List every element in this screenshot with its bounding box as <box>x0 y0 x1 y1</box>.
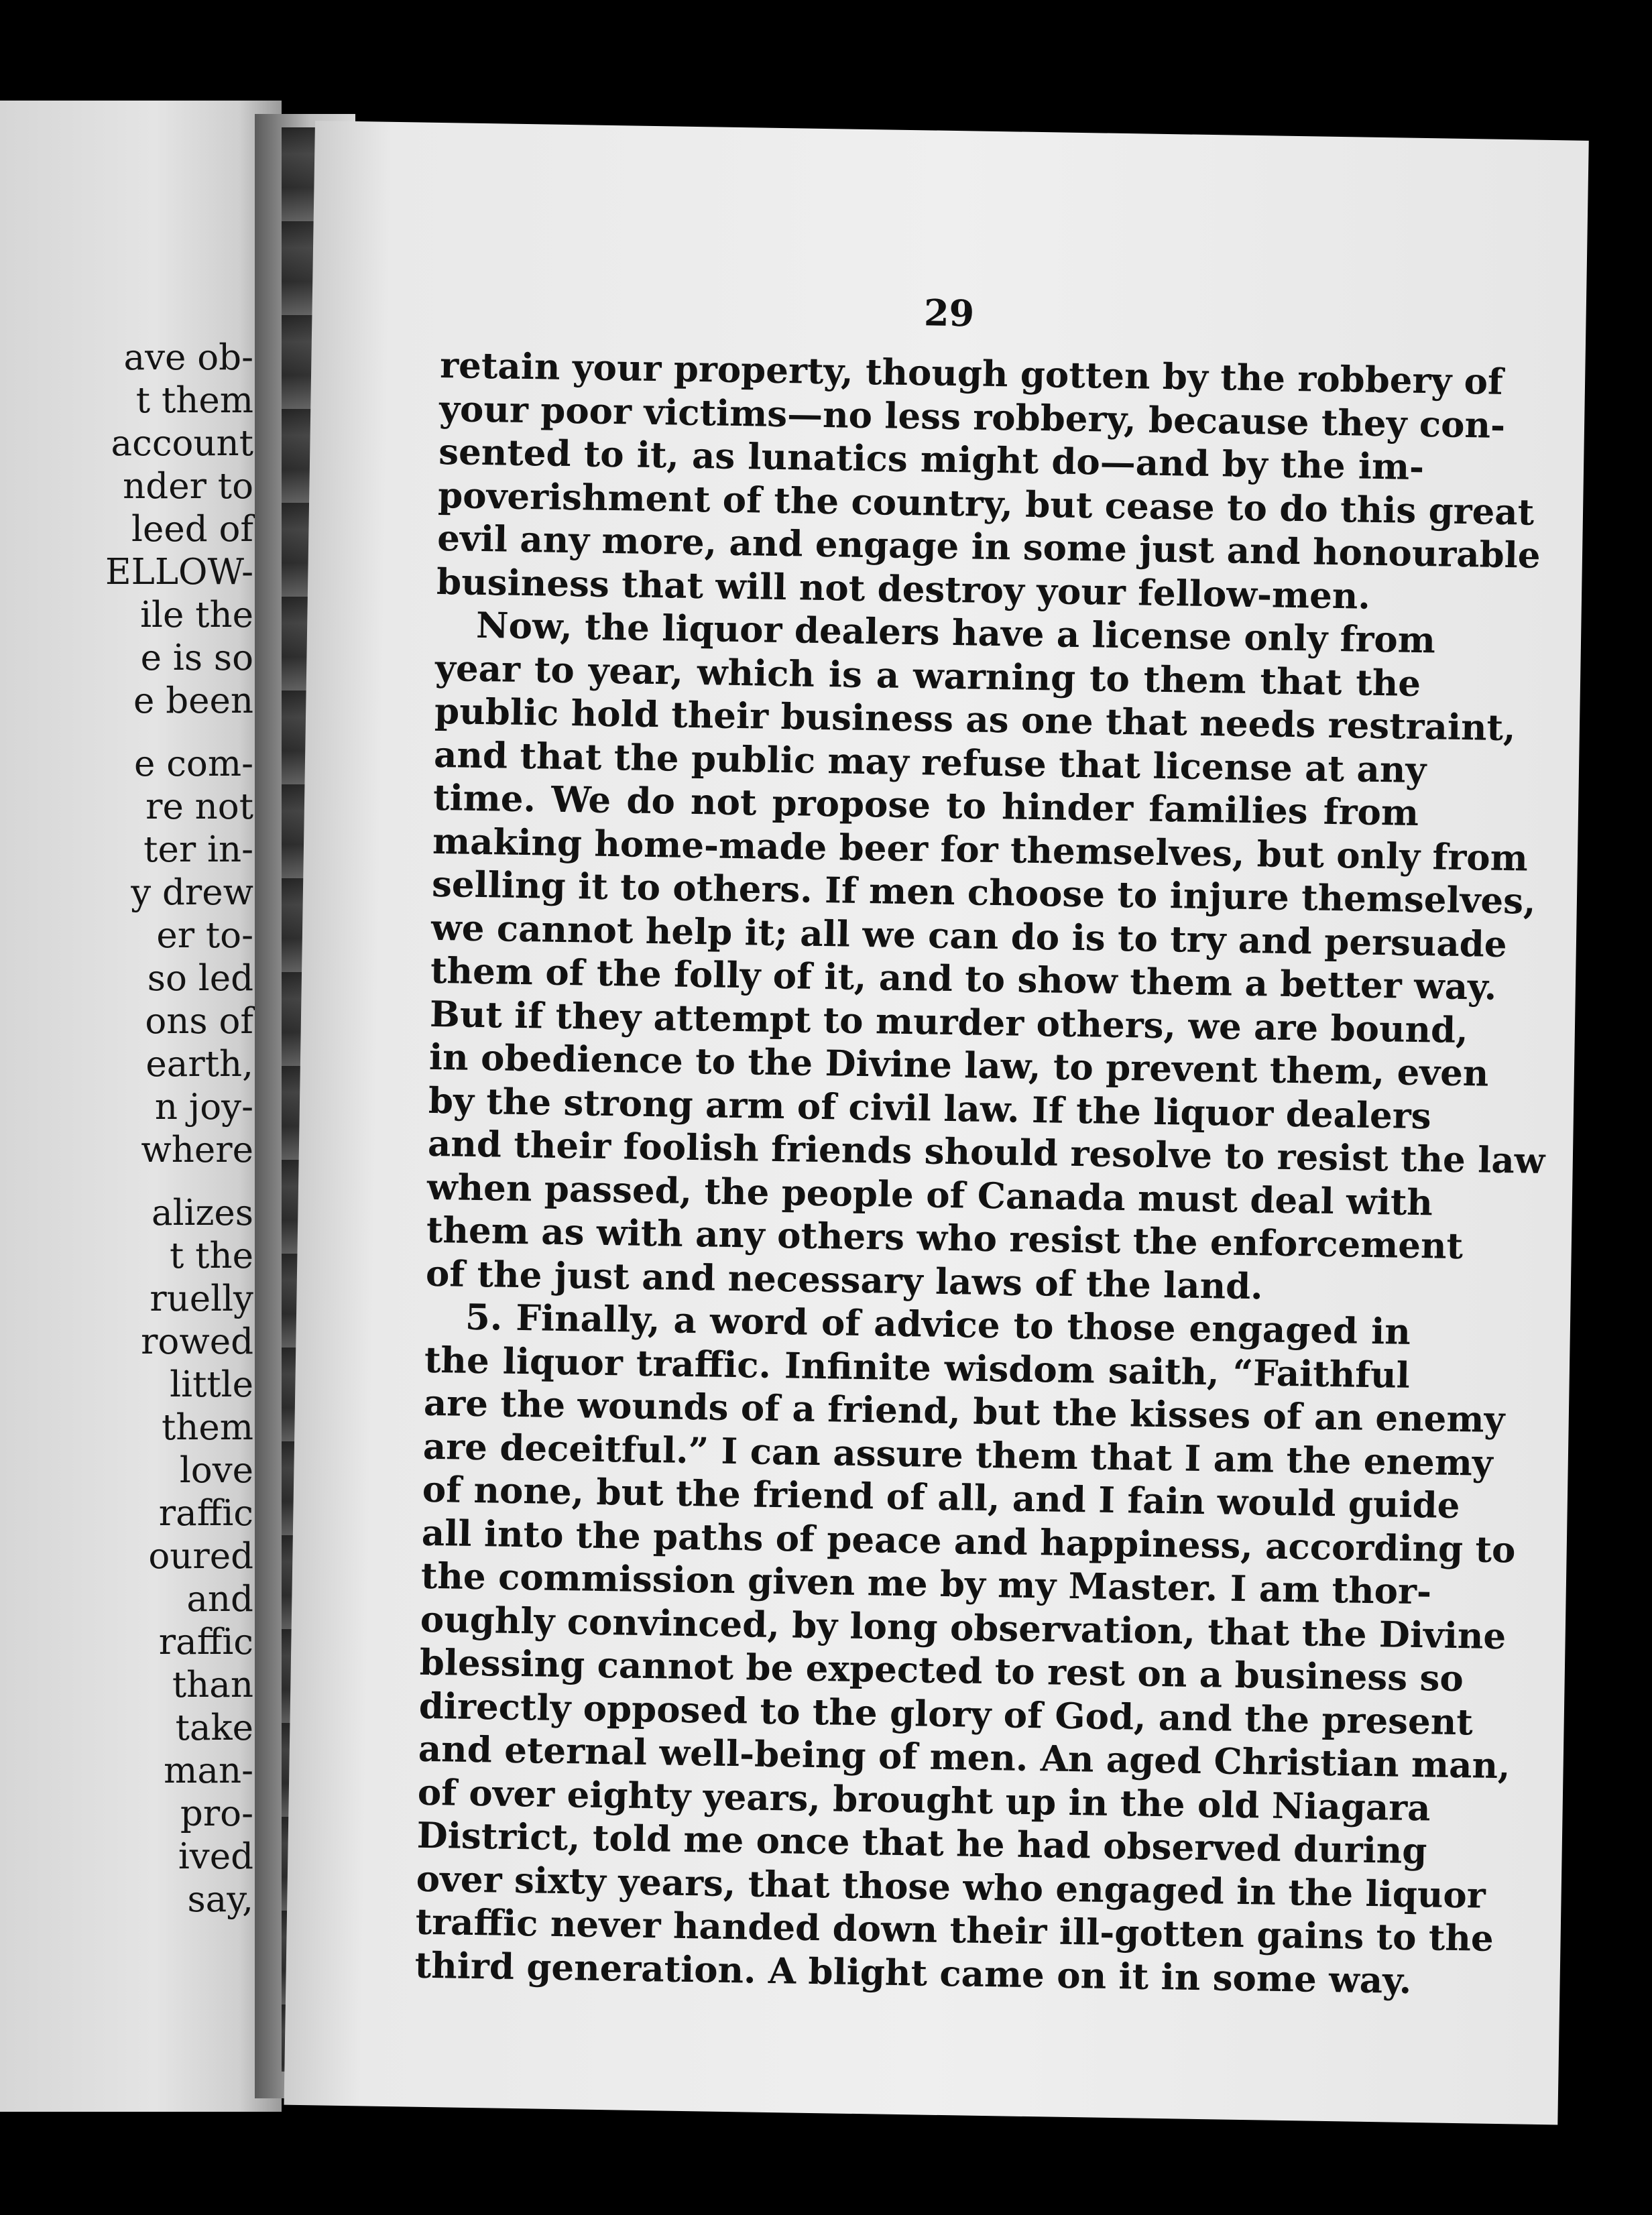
previous-page-line: e is so <box>140 638 253 678</box>
previous-page-line: nder to <box>123 466 253 507</box>
previous-page-line: earth, <box>145 1044 253 1085</box>
body-text-line: But if they attempt to murder others, we are bound, <box>429 993 1469 1051</box>
body-text-line: third generation. A blight came on it in some way. <box>414 1944 1412 2002</box>
body-text-line: and that the public may refuse that license at any <box>433 733 1427 791</box>
body-text-line: public hold their business as one that needs restraint, <box>434 690 1516 750</box>
body-text-line: District, told me once that he had observed during <box>416 1814 1427 1872</box>
previous-page-line: say, <box>187 1879 253 1920</box>
body-text-line: all into the paths of peace and happiness, according to <box>421 1512 1516 1571</box>
body-text-line: selling it to others. If men choose to injure themselves, <box>431 863 1536 922</box>
body-text-line: by the strong arm of civil law. If the liquor dealers <box>428 1079 1432 1137</box>
body-text-line: making home-made beer for themselves, but only from <box>432 820 1529 880</box>
body-text-line: over sixty years, that those who engaged in the liquor <box>416 1858 1486 1917</box>
previous-page-line: ELLOW- <box>105 552 253 593</box>
previous-page-line: take <box>175 1708 253 1748</box>
body-text-line: we cannot help it; all we can do is to try and persuade <box>430 906 1507 965</box>
previous-page-line: and <box>186 1579 253 1620</box>
body-text-line: your poor victims—no less robbery, because they con- <box>438 387 1506 446</box>
previous-page-line: ived <box>178 1836 253 1877</box>
previous-page-line: rowed <box>141 1321 253 1362</box>
body-text-line: business that will not destroy your fellow-men. <box>436 560 1371 617</box>
previous-page-line: than <box>172 1665 253 1705</box>
previous-page-line: leed of <box>131 509 253 550</box>
previous-page-line: account <box>111 423 253 464</box>
previous-page-line: ons of <box>145 1001 253 1042</box>
body-text-line: of none, but the friend of all, and I fain would guide <box>422 1468 1460 1527</box>
previous-page-line: t the <box>170 1236 253 1276</box>
body-text-line: time. We do not propose to hinder families from <box>432 776 1419 834</box>
body-text-line: Now, the liquor dealers have a license only from <box>475 604 1436 662</box>
previous-page-line: them <box>161 1407 253 1448</box>
body-text-line: the commission given me by my Master. I am thor- <box>420 1555 1432 1613</box>
body-text-line: blessing cannot be expected to rest on a business so <box>419 1641 1464 1700</box>
body-text-line: year to year, which is a warning to them that the <box>434 647 1421 705</box>
previous-page-line: man- <box>164 1750 253 1791</box>
current-page <box>284 121 1589 2124</box>
previous-page-line: raffic <box>158 1622 253 1663</box>
previous-page-fragment <box>0 101 282 2112</box>
body-text-line: sented to it, as lunatics might do—and by the im- <box>438 430 1425 489</box>
body-text-line: oughly convinced, by long observation, that the Divine <box>420 1598 1507 1657</box>
previous-page-line: ile the <box>140 595 253 636</box>
previous-page-text <box>105 337 253 1921</box>
body-text-line: them as with any others who resist the enforcement <box>426 1209 1464 1268</box>
previous-page-line: ave ob- <box>123 337 253 378</box>
previous-page-line: re not <box>145 786 253 827</box>
previous-page-line: little <box>170 1364 253 1405</box>
body-text-line: them of the folly of it, and to show them a better way. <box>430 949 1497 1008</box>
body-text-line: 5. Finally, a word of advice to those engaged in <box>465 1296 1411 1353</box>
body-text-line: are deceitful.” I can assure them that I am the enemy <box>422 1425 1494 1484</box>
previous-page-line: er to- <box>156 915 253 956</box>
previous-page-line: ruelly <box>150 1278 253 1319</box>
body-text-line: of the just and necessary laws of the land. <box>425 1252 1264 1307</box>
body-text-line: poverishment of the country, but cease to do this great <box>437 474 1535 534</box>
previous-page-line: oured <box>148 1536 253 1577</box>
page-number: 29 <box>923 291 975 335</box>
body-text-line: traffic never handed down their ill-gotten gains to the <box>415 1901 1494 1960</box>
previous-page-line: alizes <box>152 1193 253 1234</box>
previous-page-line: t them <box>135 380 253 421</box>
body-text-line: are the wounds of a friend, but the kisses of an enemy <box>423 1382 1505 1441</box>
previous-page-line: n joy- <box>154 1087 253 1128</box>
body-text-line: and eternal well-being of men. An aged Christian man, <box>418 1728 1511 1787</box>
body-text-line: when passed, the people of Canada must deal with <box>426 1166 1433 1223</box>
previous-page-line: so led <box>147 958 253 999</box>
body-text-line: in obedience to the Divine law, to prevent them, even <box>428 1036 1489 1095</box>
previous-page-line: pro- <box>180 1793 253 1834</box>
body-text-line: retain your property, though gotten by the robbery of <box>439 344 1504 403</box>
previous-page-line: where <box>141 1130 253 1171</box>
previous-page-line: e been <box>133 680 253 721</box>
body-text-line: evil any more, and engage in some just and honourable <box>436 517 1541 577</box>
previous-page-line: e com- <box>134 743 253 784</box>
body-text-line: the liquor traffic. Infinite wisdom saith, “Faithful <box>424 1339 1411 1396</box>
body-text-line: of over eighty years, brought up in the old Niagara <box>417 1771 1431 1829</box>
previous-page-line: raffic <box>158 1493 253 1534</box>
page-body-text <box>414 344 1545 2002</box>
previous-page-line: y drew <box>131 872 253 913</box>
body-text-line: and their foolish friends should resolve to resist the law <box>427 1122 1545 1183</box>
previous-page-line: love <box>179 1450 253 1491</box>
body-text-line: directly opposed to the glory of God, and the present <box>418 1685 1474 1743</box>
previous-page-line: ter in- <box>143 829 253 870</box>
